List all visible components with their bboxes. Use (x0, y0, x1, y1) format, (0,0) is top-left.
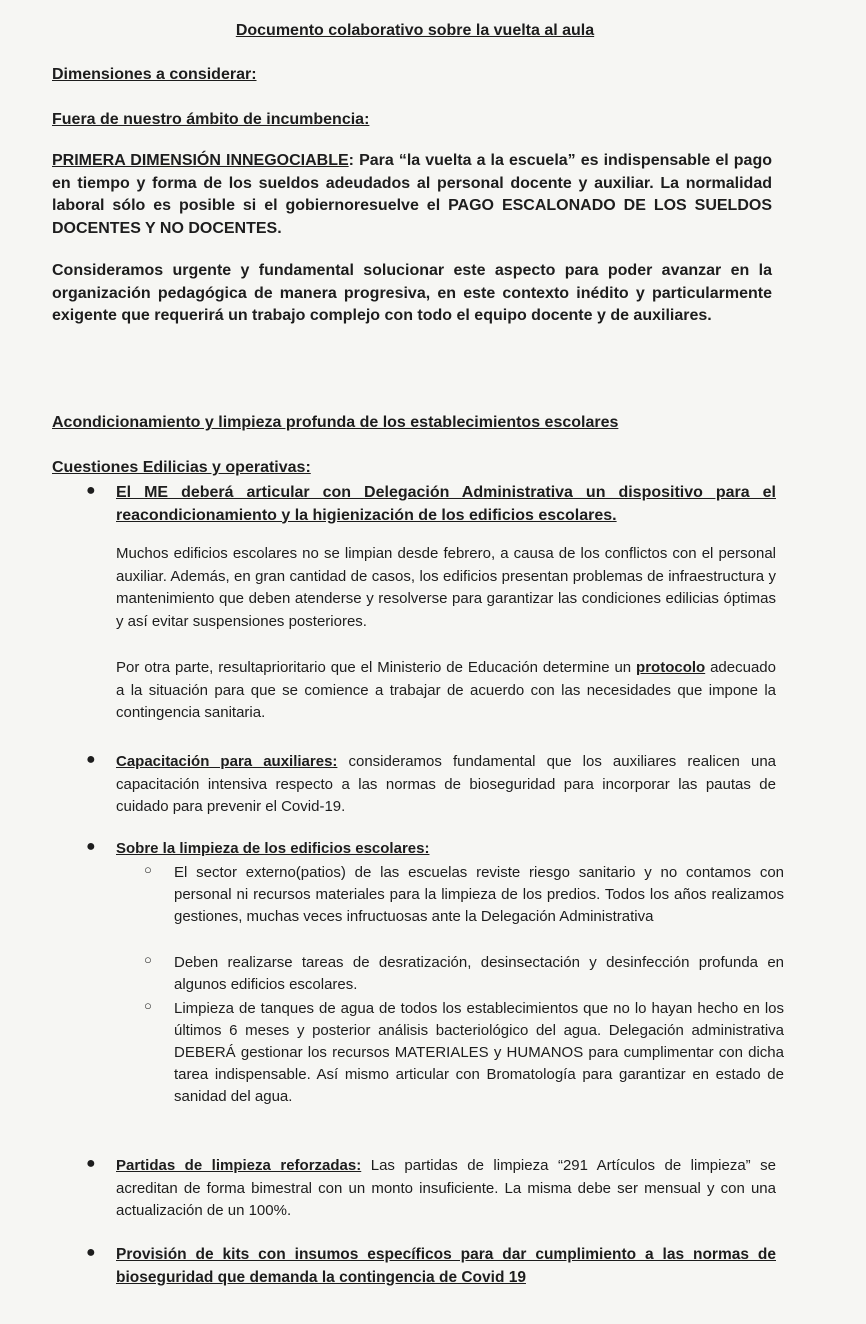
protocolo-label: protocolo (636, 659, 706, 676)
paragraph-muchos-edificios: Muchos edificios escolares no se limpian desde febrero, a causa de los conflictos con el personal auxiliar. Además, en gran cantidad de casos, los edificios presentan problemas de infraestructura y mantenimiento que deben atenderse y resolverse para garantizar las condiciones edilicias óptimas y así evitar suspensiones posteriores. (116, 545, 776, 630)
primera-dimension-label: PRIMERA DIMENSIÓN INNEGOCIABLE (52, 152, 349, 169)
list-item-provision-text: Provisión de kits con insumos específicos para dar cumplimiento a las normas de bioseguridad que demanda la contingencia de Covid 19 (116, 1246, 776, 1286)
por-otra-parte-after: adecuado a la situación para que se comience a trabajar de acuerdo con las necesidades que impone la contingencia sanitaria. (116, 659, 776, 721)
heading-dimensiones: Dimensiones a considerar: (52, 66, 257, 83)
bullet-icon: ● (86, 482, 96, 499)
circle-bullet-icon: ○ (144, 998, 152, 1013)
paragraph-primera-dimension (52, 150, 772, 240)
bullet-icon: ● (86, 751, 96, 768)
list-item-me-text: El ME deberá articular con Delegación Administrativa un dispositivo para el reacondicionamiento y la higienización de los edificios escolares. (116, 484, 776, 524)
circle-bullet-icon: ○ (144, 952, 152, 967)
sub-item-text: Limpieza de tanques de agua de todos los establecimientos que no lo hayan hecho en los últimos 6 meses y posterior análisis bacteriológico del agua. Delegación administrativa DEBERÁ gestionar los recursos MATERIALES y HUMANOS para cumplimentar con dicha tarea indispensable. Así mismo articular con Bromatología para garantizar en estado de sanidad del agua. (174, 1000, 784, 1105)
paragraph-por-otra-parte (116, 657, 776, 725)
bullet-icon: ● (86, 1155, 96, 1172)
heading-acondicionamiento: Acondicionamiento y limpieza profunda de los establecimientos escolares (52, 414, 619, 431)
paragraph-consideramos: Consideramos urgente y fundamental solucionar este aspecto para poder avanzar en la organización pedagógica de manera progresiva, en este contexto inédito y particularmente exigente que requerirá un trabajo complejo con todo el equipo docente y de auxiliares. (52, 262, 772, 324)
sub-item-text: Deben realizarse tareas de desratización, desinsectación y desinfección profunda en algunos edificios escolares. (174, 954, 784, 993)
bullet-icon: ● (86, 838, 96, 855)
list-item-capacitacion-text (116, 751, 776, 819)
primera-dimension-text: : Para “la vuelta a la escuela” es indispensable el pago en tiempo y forma de los sueldos adeudados al personal docente y auxiliar. La normalidad laboral sólo es posible si el gobiernoresuelve el PAGO ESCALONADO DE LOS SUELDOS DOCENTES Y NO DOCENTES. (52, 152, 772, 237)
list-item-limpieza-heading: Sobre la limpieza de los edificios escolares: (116, 840, 430, 857)
capacitacion-body: consideramos fundamental que los auxiliares realicen una capacitación intensiva respecto a las normas de bioseguridad para incorporar las pautas de cuidado para prevenir el Covid-19. (116, 753, 777, 815)
circle-bullet-icon: ○ (144, 862, 152, 877)
list-item-partidas-text (116, 1155, 776, 1223)
partidas-label: Partidas de limpieza reforzadas: (116, 1157, 362, 1174)
sub-item-text: El sector externo(patios) de las escuelas reviste riesgo sanitario y no contamos con personal ni recursos materiales para la limpieza de los predios. Todos los años realizamos gestiones, muchas veces infructuosas ante la Delegación Administrativa (174, 864, 784, 925)
heading-cuestiones-edilicias: Cuestiones Edilicias y operativas: (52, 459, 311, 476)
heading-fuera-ambito: Fuera de nuestro ámbito de incumbencia: (52, 111, 370, 128)
capacitacion-label: Capacitación para auxiliares: (116, 753, 338, 770)
bullet-icon: ● (86, 1244, 96, 1261)
partidas-body: Las partidas de limpieza “291 Artículos de limpieza” se acreditan de forma bimestral con un monto insuficiente. La misma debe ser mensual y con una actualización de un 100%. (116, 1157, 777, 1219)
por-otra-parte-before: Por otra parte, resultaprioritario que el Ministerio de Educación determine un (116, 659, 637, 676)
document-title: Documento colaborativo sobre la vuelta al aula (235, 22, 595, 39)
